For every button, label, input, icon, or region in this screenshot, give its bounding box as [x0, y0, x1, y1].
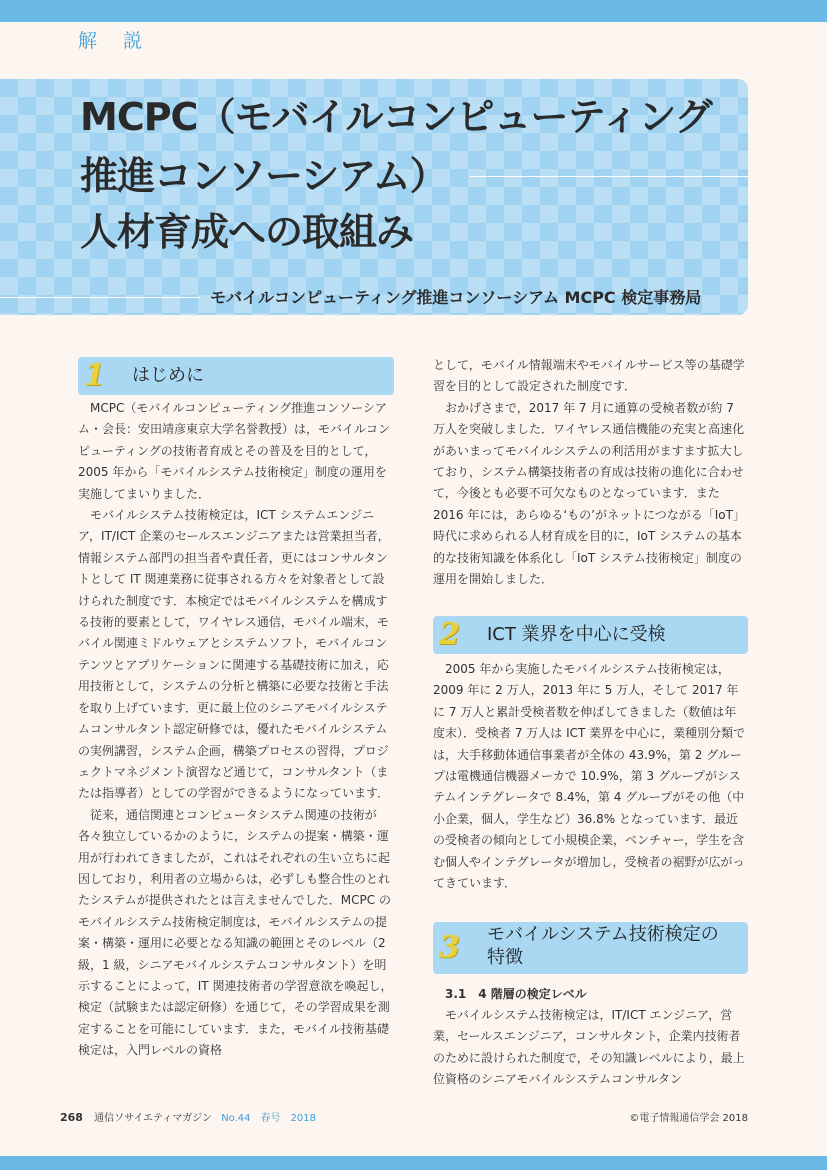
section-3-heading — [433, 922, 748, 974]
section-1-heading — [78, 357, 394, 395]
right-column-top — [433, 355, 748, 590]
title-line-2: 推進コンソーシアム） — [80, 154, 447, 198]
page-number: 268 — [60, 1111, 83, 1124]
paragraph: MCPC（モバイルコンピューティング推進コンソーシアム・会長：安田靖彦東京大学名誉教授）は，モバイルコンピューティングの技術者育成とその普及を目的として，2005 年から「モバイルシステム技術検定」制度の運用を実施してまいりました． — [78, 401, 391, 501]
section-title-line-1: モバイルシステム技術検定の — [487, 924, 719, 945]
section-number: 3 — [439, 930, 460, 965]
right-column-section-3 — [433, 984, 748, 1091]
title-line-1: MCPC（モバイルコンピューティング — [80, 95, 712, 139]
section-2-heading — [433, 616, 748, 654]
section-title: ICT 業界を中心に受検 — [487, 624, 666, 645]
section-title-line-2: 特徴 — [487, 947, 523, 968]
magazine-name: 通信ソサイエティマガジン — [94, 1113, 213, 1124]
title-line-3: 人材育成への取組み — [80, 210, 414, 254]
title-divider — [470, 176, 748, 177]
left-column — [78, 398, 394, 1062]
issue-info: No.44 春号 2018 — [221, 1113, 316, 1124]
subsection-title: 3.1 4 階層の検定レベル — [445, 987, 587, 1001]
paragraph: モバイルシステム技術検定は，ICT システムエンジニア，IT/ICT 企業のセールスエンジニアまたは営業担当者，情報システム部門の担当者や責任者，更にはコンサルタントとして IT 関連業務に従事される方々を対象者として設けられた制度です．本検定ではモバイルシステムを構成する技術的要素として，ワイヤレス通信，モバイル端末，モバイル関連ミドルウェアとシステムソフト，モバイルコンテンツとアプリケーションに関連する基礎技術に加え，応用技術として，システムの分析と構築に必要な技術と手法を取り上げています．更に最上位のシニアモバイルシステムコンサルタント認定研修では，優れたモバイルシステムの実例講習，システム企画，構築プロセスの習得，プロジェクトマネジメント演習など通じて，コンサルタント（または指導者）としての学習ができるようになっています． — [78, 508, 390, 801]
paragraph: モバイルシステム技術検定は，IT/ICT エンジニア，営業，セールスエンジニア，コンサルタント，企業内技術者のために設けられた制度で，その知識レベルにより，最上位資格のシニアモバイルシステムコンサルタン — [433, 1008, 745, 1087]
section-title: はじめに — [132, 365, 204, 386]
top-color-bar — [0, 0, 827, 22]
author-organization: モバイルコンピューティング推進コンソーシアム MCPC 検定事務局 — [210, 288, 702, 307]
category-label: 解 説 — [78, 30, 153, 52]
paragraph: 2005 年から実施したモバイルシステム技術検定は，2009 年に 2 万人，2013 年に 5 万人，そして 2017 年に 7 万人と累計受検者数を伸ばしてきました（数値は年度末）．受検者 7 万人は ICT 業界を中心に，業種別分類では，大手移動体通信事業者が全体の 43.9%，第 2 グループは電機通信機器メーカで 10.9%，第 3 グループがシステムインテグレータで 8.4%，第 4 グループがその他（中小企業，個人，学生など）36.8% となっています．最近の受検者の傾向として小規模企業，ベンチャー，学生を含む個人やインテグレータが増加し，受検者の裾野が広がってきています． — [433, 662, 746, 891]
paragraph: 従来，通信関連とコンピュータシステム関連の技術が各々独立しているかのように，システムの提案・構築・運用が行われてきましたが，これはそれぞれの生い立ちに起因しており，利用者の立場からは，必ずしも整合性のとれたシステムが提供されたとは言えませんでした．MCPC のモバイルシステム技術検定制度は，モバイルシステムの提案・構築・運用に必要となる知識の範囲とそのレベル（2 級，1 級，シニアモバイルシステムコンサルタント）を明示することによって，IT 関連技術者の学習意欲を喚起し，検定（試験または認定研修）を通じて，その学習成果を測定することを可能にしています．また，モバイル技術基礎検定は，入門レベルの資格 — [78, 807, 393, 1058]
section-number: 1 — [84, 358, 105, 393]
bottom-color-bar — [0, 1156, 827, 1170]
copyright: ©電子情報通信学会 2018 — [629, 1113, 748, 1124]
section-number: 2 — [439, 617, 460, 652]
paragraph: として，モバイル情報端末やモバイルサービス等の基礎学習を目的として設定された制度です． — [433, 358, 745, 394]
right-column-section-2 — [433, 659, 748, 894]
paragraph: おかげさまで，2017 年 7 月に通算の受検者数が約 7 万人を突破しました．ワイヤレス通信機能の充実と高速化があいまってモバイルシステムの利活用がますます拡大しており，システム構築技術者の育成は技術の進化に合わせて，今後とも必要不可欠なものとなっています．また 2016 年には，あらゆる‘もの’がネットにつながる「IoT」時代に求められる人材育成を目的に，IoT システムの基本的な技術知識を体系化し「IoT システム技術検定」制度の運用を開始しました． — [433, 400, 745, 587]
organization-divider — [0, 297, 200, 298]
footer-left — [60, 1109, 316, 1124]
